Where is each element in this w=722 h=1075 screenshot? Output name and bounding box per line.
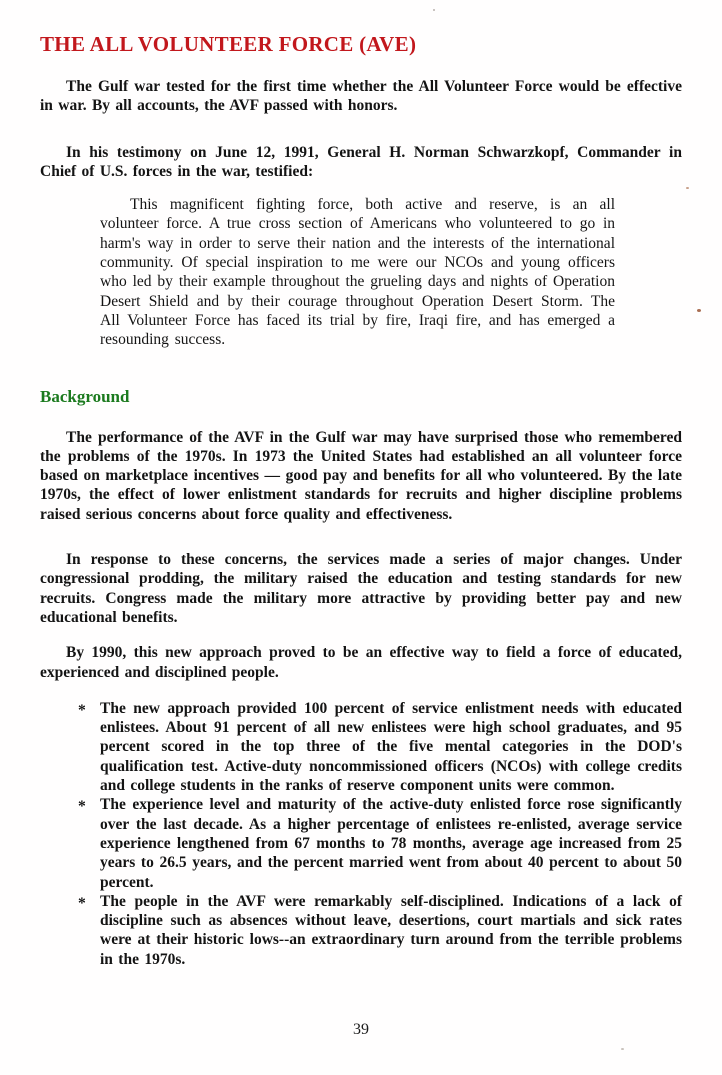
bullet-marker: * [78,798,86,816]
bullet-text-experience: The experience level and maturity of the active-duty enlisted force rose significantly over the last decade. As a higher percentage of enlistees re-enlisted, average service experience lengthened from 67 months to 78 months, average age increased from 25 years to 26.5 years, and the percent married went from about 40 percent to about 50 percent. [100,796,682,891]
scan-speck [697,309,701,312]
page-title: THE ALL VOLUNTEER FORCE (AVE) [40,32,417,56]
bullet-text-discipline: The people in the AVF were remarkably self-disciplined. Indications of a lack of discipline such as absences without leave, desertions, court martials and sick rates were at their historic lows--an extraordinary turn around from the terrible problems in the 1970s. [100,892,682,968]
page-number: 39 [353,1021,369,1038]
section-heading-background: Background [40,386,130,406]
intro-paragraph-testimony: In his testimony on June 12, 1991, General H. Norman Schwarzkopf, Commander in Chief of U.S. forces in the war, testified: [40,143,682,180]
testimony-quote: This magnificent fighting force, both active and reserve, is an all volunteer force. A true cross section of Americans who volunteered to go in harm's way in order to serve their nation and the interests of the international community. Of special inspiration to me were our NCOs and young officers who led by their example throughout the grueling days and nights of Operation Desert Shield and by their courage throughout Operation Desert Storm. The All Volunteer Force has faced its trial by fire, Iraqi fire, and has emerged a resounding success. [100,196,615,349]
bullet-item-enlistment [78,699,682,795]
bullet-item-discipline [78,892,682,969]
body-paragraph-performance: The performance of the AVF in the Gulf war may have surprised those who remembered the problems of the 1970s. In 1973 the United States had established an all volunteer force based on marketplace incentives — good pay and benefits for all who volunteered. By the late 1970s, the effect of lower enlistment standards for recruits and higher discipline problems raised serious concerns about force quality and effectiveness. [40,428,682,523]
scan-speck [686,187,689,189]
bullet-marker: * [78,894,86,912]
scan-speck [621,1048,624,1050]
body-paragraph-response: In response to these concerns, the services made a series of major changes. Under congressional prodding, the military raised the education and testing standards for new recruits. Congress made the military more attractive by providing better pay and new educational benefits. [40,551,682,626]
bullet-item-experience [78,795,682,891]
bullet-text-enlistment: The new approach provided 100 percent of service enlistment needs with educated enlistees. About 91 percent of all new enlistees were high school graduates, and 95 percent scored in the top three of the five mental categories in the DOD's qualification test. Active-duty noncommissioned officers (NCOs) with college credits and college students in the ranks of reserve component units were common. [100,699,682,795]
bullet-list [78,699,682,969]
intro-paragraph-gulf-war: The Gulf war tested for the first time whether the All Volunteer Force would be effective in war. By all accounts, the AVF passed with honors. [40,78,682,115]
scan-speck [433,9,435,11]
body-paragraph-1990: By 1990, this new approach proved to be an effective way to field a force of educated, experienced and disciplined people. [40,644,682,681]
bullet-marker: * [78,701,86,719]
